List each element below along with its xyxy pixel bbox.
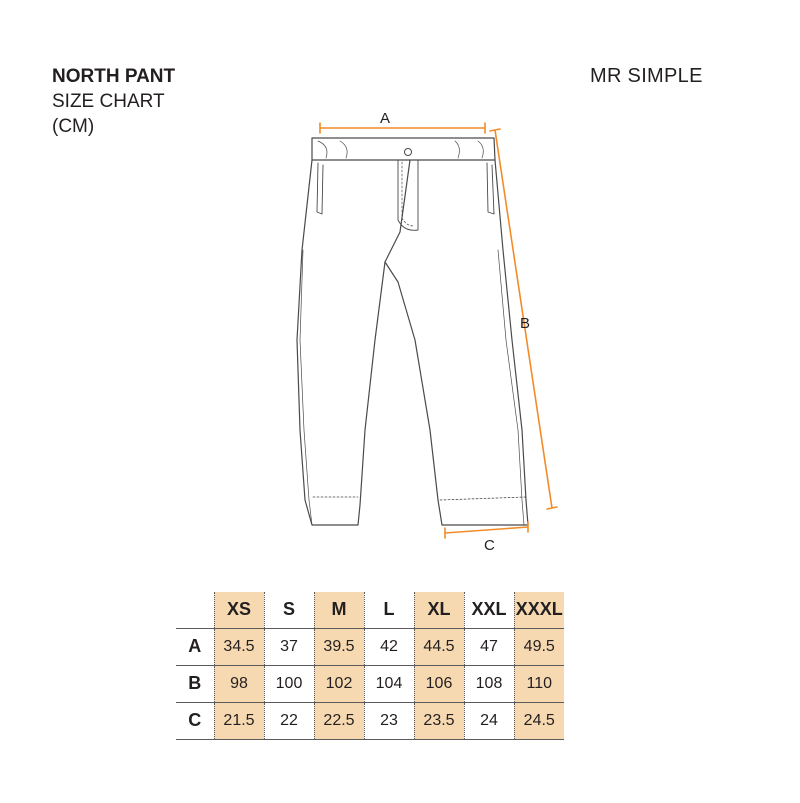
size-header-xxxl: XXXL [514,592,564,628]
row-label-c: C [176,702,214,739]
size-table [176,592,564,740]
table-corner [176,592,214,628]
table-cell: 108 [464,665,514,702]
table-cell: 49.5 [514,628,564,665]
table-cell: 106 [414,665,464,702]
table-row [176,628,564,665]
table-cell: 100 [264,665,314,702]
size-header-xs: XS [214,592,264,628]
size-header-row [176,592,564,628]
table-cell: 24 [464,702,514,739]
table-cell: 23.5 [414,702,464,739]
row-label-b: B [176,665,214,702]
table-cell: 37 [264,628,314,665]
table-row [176,665,564,702]
table-cell: 34.5 [214,628,264,665]
unit-label: (CM) [52,116,95,137]
table-cell: 42 [364,628,414,665]
table-cell: 22 [264,702,314,739]
size-header-l: L [364,592,414,628]
size-header-m: M [314,592,364,628]
table-cell: 24.5 [514,702,564,739]
size-header-xl: XL [414,592,464,628]
size-chart-label: SIZE CHART [52,91,165,112]
table-cell: 47 [464,628,514,665]
pant-left-leg [297,160,410,525]
pant-pocket-right [487,163,494,214]
table-row [176,702,564,739]
brand-name: MR SIMPLE [590,65,703,87]
pant-pocket-left [317,163,323,214]
table-cell: 23 [364,702,414,739]
measure-line-a [320,123,485,133]
dimension-label-b: B [520,315,531,332]
table-cell: 21.5 [214,702,264,739]
table-cell: 110 [514,665,564,702]
table-cell: 104 [364,665,414,702]
table-cell: 44.5 [414,628,464,665]
table-cell: 22.5 [314,702,364,739]
table-cell: 98 [214,665,264,702]
row-label-a: A [176,628,214,665]
product-name: NORTH PANT [52,66,176,87]
pant-waistband [312,138,495,160]
table-cell: 39.5 [314,628,364,665]
dimension-label-a: A [380,110,391,127]
size-header-xxl: XXL [464,592,514,628]
table-cell: 102 [314,665,364,702]
dimension-label-c: C [484,537,495,554]
size-header-s: S [264,592,314,628]
pant-button [405,149,412,156]
